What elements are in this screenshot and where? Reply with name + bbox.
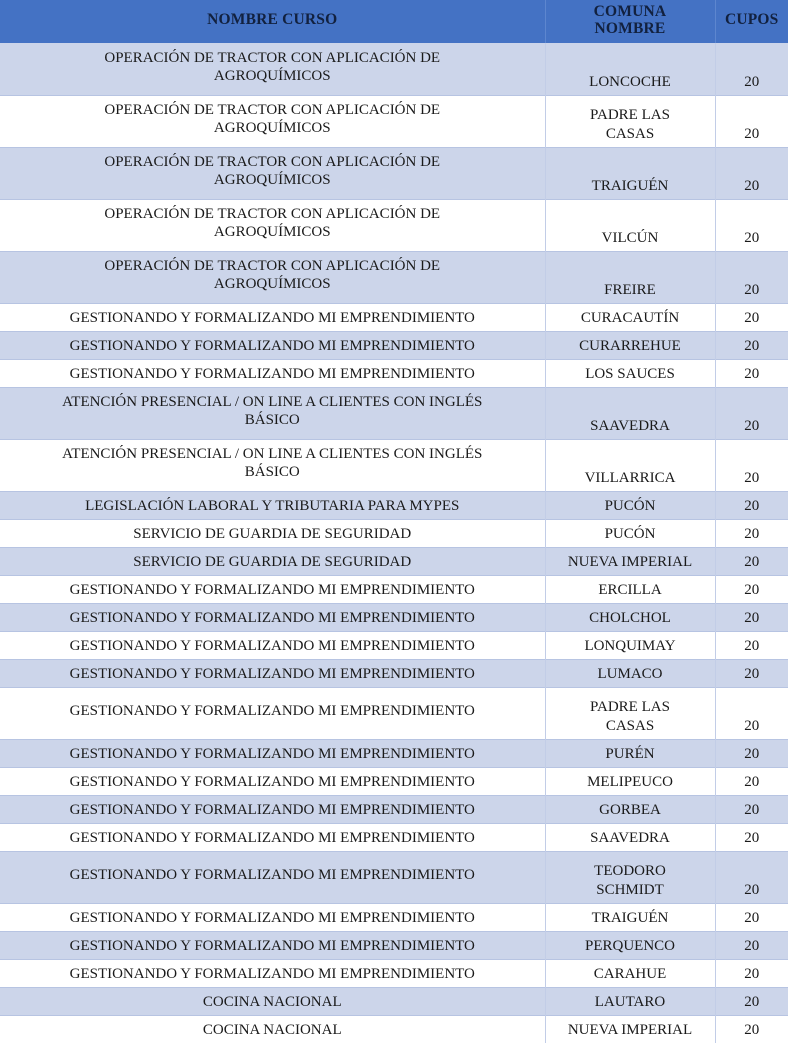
column-header-comuna-nombre-line2: NOMBRE bbox=[594, 19, 666, 37]
cell-comuna-nombre: CARAHUE bbox=[545, 959, 715, 987]
table-row bbox=[0, 491, 788, 519]
table-row bbox=[0, 251, 788, 303]
cell-cupos: 20 bbox=[715, 95, 788, 147]
cell-cupos: 20 bbox=[715, 851, 788, 903]
cell-cupos: 20 bbox=[715, 903, 788, 931]
cell-cupos: 20 bbox=[715, 251, 788, 303]
table-row bbox=[0, 519, 788, 547]
table-row bbox=[0, 575, 788, 603]
table-row bbox=[0, 687, 788, 739]
cell-comuna-nombre: PUCÓN bbox=[545, 519, 715, 547]
cell-comuna-nombre: MELIPEUCO bbox=[545, 767, 715, 795]
cell-cupos: 20 bbox=[715, 303, 788, 331]
cell-nombre-curso-line2: AGROQUÍMICOS bbox=[213, 276, 331, 293]
cell-nombre-curso: GESTIONANDO Y FORMALIZANDO MI EMPRENDIMIENTO bbox=[0, 767, 545, 795]
table-row bbox=[0, 43, 788, 95]
table-body bbox=[0, 43, 788, 1043]
cell-cupos: 20 bbox=[715, 387, 788, 439]
cell-comuna-nombre: VILCÚN bbox=[545, 199, 715, 251]
cell-comuna-nombre-line2: CASAS bbox=[605, 125, 655, 142]
table-row bbox=[0, 547, 788, 575]
cell-cupos: 20 bbox=[715, 739, 788, 767]
cell-comuna-nombre-line2: SCHMIDT bbox=[596, 881, 664, 898]
cell-nombre-curso-line1: ATENCIÓN PRESENCIAL / ON LINE A CLIENTES CON INGLÉS bbox=[62, 446, 483, 463]
cell-cupos: 20 bbox=[715, 659, 788, 687]
cell-cupos: 20 bbox=[715, 959, 788, 987]
cell-comuna-nombre bbox=[545, 95, 715, 147]
cell-cupos: 20 bbox=[744, 73, 760, 90]
table-header bbox=[0, 0, 788, 43]
cell-cupos: 20 bbox=[715, 795, 788, 823]
cell-comuna-nombre: PUCÓN bbox=[545, 491, 715, 519]
cell-cupos: 20 bbox=[715, 575, 788, 603]
cell-comuna-nombre: PURÉN bbox=[545, 739, 715, 767]
cell-nombre-curso: GESTIONANDO Y FORMALIZANDO MI EMPRENDIMIENTO bbox=[0, 823, 545, 851]
table-row bbox=[0, 795, 788, 823]
cell-cupos: 20 bbox=[715, 1015, 788, 1043]
cell-cupos: 20 bbox=[715, 603, 788, 631]
cell-nombre-curso: GESTIONANDO Y FORMALIZANDO MI EMPRENDIMIENTO bbox=[0, 659, 545, 687]
cell-nombre-curso: GESTIONANDO Y FORMALIZANDO MI EMPRENDIMIENTO bbox=[0, 603, 545, 631]
cell-nombre-curso bbox=[0, 251, 545, 303]
cell-comuna-nombre: TRAIGUÉN bbox=[545, 903, 715, 931]
cell-nombre-curso: GESTIONANDO Y FORMALIZANDO MI EMPRENDIMIENTO bbox=[0, 631, 545, 659]
cell-comuna-nombre: SAAVEDRA bbox=[545, 387, 715, 439]
cell-nombre-curso bbox=[0, 95, 545, 147]
cell-cupos: 20 bbox=[715, 823, 788, 851]
cell-nombre-curso: GESTIONANDO Y FORMALIZANDO MI EMPRENDIMIENTO bbox=[0, 331, 545, 359]
cell-nombre-curso: SERVICIO DE GUARDIA DE SEGURIDAD bbox=[0, 519, 545, 547]
cell-comuna-nombre: NUEVA IMPERIAL bbox=[545, 1015, 715, 1043]
cell-cupos: 20 bbox=[715, 931, 788, 959]
table-row bbox=[0, 739, 788, 767]
cell-comuna-nombre-line1: PADRE LAS bbox=[590, 107, 670, 124]
cell-comuna-nombre: TRAIGUÉN bbox=[545, 147, 715, 199]
cell-comuna-nombre: LUMACO bbox=[545, 659, 715, 687]
cell-nombre-curso bbox=[0, 439, 545, 491]
cell-nombre-curso: SERVICIO DE GUARDIA DE SEGURIDAD bbox=[0, 547, 545, 575]
cell-comuna-nombre: LOS SAUCES bbox=[545, 359, 715, 387]
table-row bbox=[0, 903, 788, 931]
table-row bbox=[0, 303, 788, 331]
cell-nombre-curso-line1: OPERACIÓN DE TRACTOR CON APLICACIÓN DE bbox=[104, 102, 441, 119]
cell-nombre-curso: GESTIONANDO Y FORMALIZANDO MI EMPRENDIMIENTO bbox=[0, 931, 545, 959]
cell-nombre-curso: GESTIONANDO Y FORMALIZANDO MI EMPRENDIMIENTO bbox=[0, 303, 545, 331]
cell-nombre-curso: COCINA NACIONAL bbox=[0, 1015, 545, 1043]
column-header-comuna-nombre bbox=[545, 0, 715, 43]
table-row bbox=[0, 931, 788, 959]
cell-nombre-curso: GESTIONANDO Y FORMALIZANDO MI EMPRENDIMIENTO bbox=[0, 575, 545, 603]
column-header-comuna-nombre-line1: COMUNA bbox=[593, 3, 667, 20]
cell-comuna-nombre-line1: TEODORO bbox=[594, 863, 666, 880]
cell-cupos: 20 bbox=[715, 687, 788, 739]
cell-comuna-nombre: LONCOCHE bbox=[545, 43, 715, 95]
table-row bbox=[0, 659, 788, 687]
cell-nombre-curso: GESTIONANDO Y FORMALIZANDO MI EMPRENDIMIENTO bbox=[0, 739, 545, 767]
cell-cupos: 20 bbox=[715, 767, 788, 795]
column-header-cupos-line1: CUPOS bbox=[724, 11, 779, 29]
table-row bbox=[0, 95, 788, 147]
cell-nombre-curso: GESTIONANDO Y FORMALIZANDO MI EMPRENDIMIENTO bbox=[0, 687, 545, 739]
cell-comuna-nombre bbox=[545, 687, 715, 739]
cell-comuna-nombre: VILLARRICA bbox=[545, 439, 715, 491]
cell-comuna-nombre-line2: CASAS bbox=[605, 717, 655, 734]
cell-nombre-curso-line1: OPERACIÓN DE TRACTOR CON APLICACIÓN DE bbox=[104, 258, 441, 275]
cell-cupos: 20 bbox=[715, 331, 788, 359]
cell-comuna-nombre-line1: PADRE LAS bbox=[590, 699, 670, 716]
table-row bbox=[0, 959, 788, 987]
table-row bbox=[0, 987, 788, 1015]
column-header-nombre-curso-line1: NOMBRE CURSO bbox=[207, 11, 338, 29]
cell-cupos: 20 bbox=[715, 359, 788, 387]
cell-comuna-nombre: CURARREHUE bbox=[545, 331, 715, 359]
cell-comuna-nombre: SAAVEDRA bbox=[545, 823, 715, 851]
cell-nombre-curso: COCINA NACIONAL bbox=[0, 987, 545, 1015]
cell-comuna-nombre: PERQUENCO bbox=[545, 931, 715, 959]
cell-comuna-nombre: CHOLCHOL bbox=[545, 603, 715, 631]
cell-nombre-curso-line2: AGROQUÍMICOS bbox=[213, 224, 331, 241]
table-row bbox=[0, 199, 788, 251]
table-row bbox=[0, 359, 788, 387]
table-row bbox=[0, 851, 788, 903]
cell-nombre-curso-line2: BÁSICO bbox=[244, 464, 300, 481]
cell-cupos: 20 bbox=[715, 547, 788, 575]
column-header-cupos bbox=[715, 0, 788, 43]
column-header-nombre-curso bbox=[0, 0, 545, 43]
cell-nombre-curso-line1: OPERACIÓN DE TRACTOR CON APLICACIÓN DE bbox=[104, 49, 441, 66]
table-row bbox=[0, 767, 788, 795]
cell-cupos: 20 bbox=[715, 491, 788, 519]
cell-nombre-curso-line2: AGROQUÍMICOS bbox=[213, 172, 331, 189]
cell-comuna-nombre: LONQUIMAY bbox=[545, 631, 715, 659]
cell-comuna-nombre: ERCILLA bbox=[545, 575, 715, 603]
cell-nombre-curso: GESTIONANDO Y FORMALIZANDO MI EMPRENDIMIENTO bbox=[0, 795, 545, 823]
cell-nombre-curso bbox=[0, 387, 545, 439]
cell-comuna-nombre: NUEVA IMPERIAL bbox=[545, 547, 715, 575]
cell-cupos: 20 bbox=[715, 199, 788, 251]
table-row bbox=[0, 603, 788, 631]
cell-cupos: 20 bbox=[715, 987, 788, 1015]
cell-nombre-curso-line1: ATENCIÓN PRESENCIAL / ON LINE A CLIENTES CON INGLÉS bbox=[62, 394, 483, 411]
cell-nombre-curso: GESTIONANDO Y FORMALIZANDO MI EMPRENDIMIENTO bbox=[0, 359, 545, 387]
cell-nombre-curso-line2: BÁSICO bbox=[244, 412, 300, 429]
table-row bbox=[0, 147, 788, 199]
cell-nombre-curso-line1: OPERACIÓN DE TRACTOR CON APLICACIÓN DE bbox=[104, 154, 441, 171]
cell-nombre-curso bbox=[0, 199, 545, 251]
cell-nombre-curso: GESTIONANDO Y FORMALIZANDO MI EMPRENDIMIENTO bbox=[0, 851, 545, 903]
cell-cupos: 20 bbox=[715, 147, 788, 199]
cell-cupos: 20 bbox=[715, 631, 788, 659]
cell-cupos: 20 bbox=[715, 439, 788, 491]
table-row bbox=[0, 439, 788, 491]
cell-nombre-curso-line2: AGROQUÍMICOS bbox=[213, 68, 331, 85]
cell-comuna-nombre bbox=[545, 851, 715, 903]
cell-nombre-curso-line1: OPERACIÓN DE TRACTOR CON APLICACIÓN DE bbox=[104, 206, 441, 223]
cell-cupos: 20 bbox=[715, 519, 788, 547]
cell-nombre-curso bbox=[0, 43, 545, 95]
cell-nombre-curso: LEGISLACIÓN LABORAL Y TRIBUTARIA PARA MYPES bbox=[0, 491, 545, 519]
cell-comuna-nombre: CURACAUTÍN bbox=[545, 303, 715, 331]
cell-comuna-nombre: GORBEA bbox=[545, 795, 715, 823]
table-row bbox=[0, 387, 788, 439]
cell-nombre-curso: GESTIONANDO Y FORMALIZANDO MI EMPRENDIMIENTO bbox=[0, 959, 545, 987]
table-row bbox=[0, 823, 788, 851]
cell-nombre-curso-line2: AGROQUÍMICOS bbox=[213, 120, 331, 137]
cell-comuna-nombre: LAUTARO bbox=[545, 987, 715, 1015]
table-row bbox=[0, 631, 788, 659]
header-row bbox=[0, 0, 788, 43]
table-row bbox=[0, 331, 788, 359]
cell-comuna-nombre: FREIRE bbox=[545, 251, 715, 303]
cell-nombre-curso bbox=[0, 147, 545, 199]
cell-nombre-curso: GESTIONANDO Y FORMALIZANDO MI EMPRENDIMIENTO bbox=[0, 903, 545, 931]
